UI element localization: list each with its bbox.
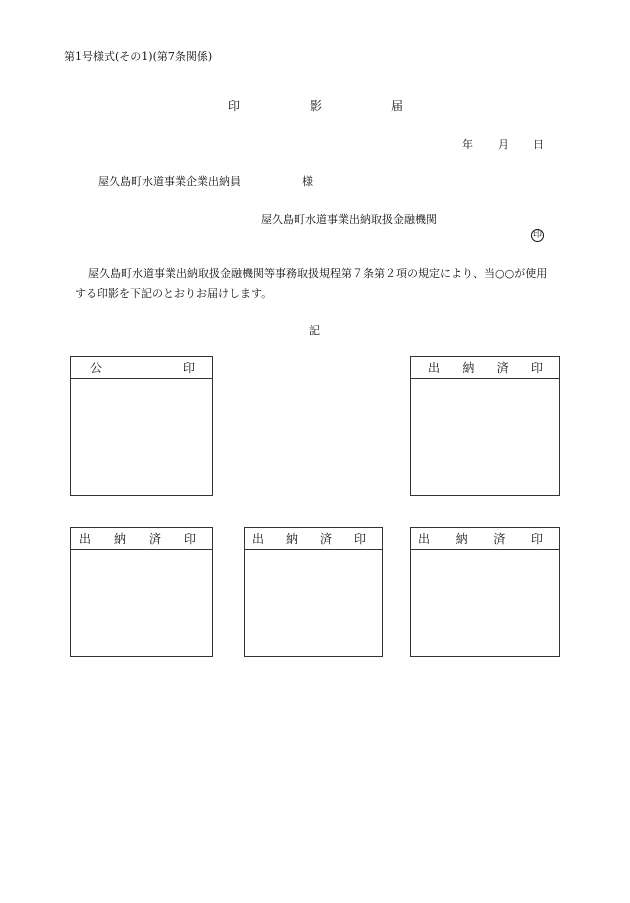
- settled-char-4: 印: [530, 532, 543, 546]
- date-day: 日: [533, 138, 544, 151]
- official-seal-char-1: 公: [90, 361, 103, 375]
- settled-char-3: 済: [148, 532, 161, 546]
- date-month: 月: [498, 138, 509, 151]
- settled-char-1: 出: [428, 361, 441, 375]
- settled-seal-box-3: [244, 527, 383, 657]
- seal-mark: 印: [532, 230, 542, 240]
- settled-char-4: 印: [530, 361, 543, 375]
- addressee-name: 屋久島町水道事業企業出納員: [98, 175, 241, 188]
- form-number: 第1号様式(その1)(第7条関係): [64, 50, 213, 63]
- settled-char-4: 印: [353, 532, 366, 546]
- settled-char-1: 出: [418, 532, 431, 546]
- settled-seal-box-header: [245, 528, 382, 550]
- official-seal-box: [70, 356, 213, 496]
- settled-char-2: 納: [462, 361, 475, 375]
- settled-char-3: 済: [496, 361, 509, 375]
- settled-char-2: 納: [113, 532, 126, 546]
- settled-char-3: 済: [319, 532, 332, 546]
- body-line-2: する印影を下記のとおりお届けします。: [75, 287, 273, 300]
- settled-seal-box-4: [410, 527, 560, 657]
- settled-seal-box-2: [70, 527, 213, 657]
- addressee-honorific: 様: [302, 175, 313, 188]
- ki-heading: 記: [309, 324, 320, 337]
- settled-char-1: 出: [79, 532, 92, 546]
- settled-seal-box-header: [71, 528, 212, 550]
- settled-char-2: 納: [285, 532, 298, 546]
- settled-char-4: 印: [183, 532, 196, 546]
- title-char-3: 届: [391, 99, 404, 113]
- date-year: 年: [462, 138, 473, 151]
- settled-char-3: 済: [493, 532, 506, 546]
- title-char-1: 印: [228, 99, 241, 113]
- settled-seal-box-1: [410, 356, 560, 496]
- settled-char-1: 出: [252, 532, 265, 546]
- official-seal-char-2: 印: [182, 361, 195, 375]
- body-line-1: 屋久島町水道事業出納取扱金融機関等事務取扱規程第７条第２項の規定により、当○○が使用: [88, 267, 548, 280]
- title-char-2: 影: [310, 99, 323, 113]
- settled-char-2: 納: [455, 532, 468, 546]
- settled-seal-box-header: [411, 528, 559, 550]
- official-seal-box-header: [71, 357, 212, 379]
- settled-seal-box-header: [411, 357, 559, 379]
- sender-name: 屋久島町水道事業出納取扱金融機関: [261, 213, 437, 226]
